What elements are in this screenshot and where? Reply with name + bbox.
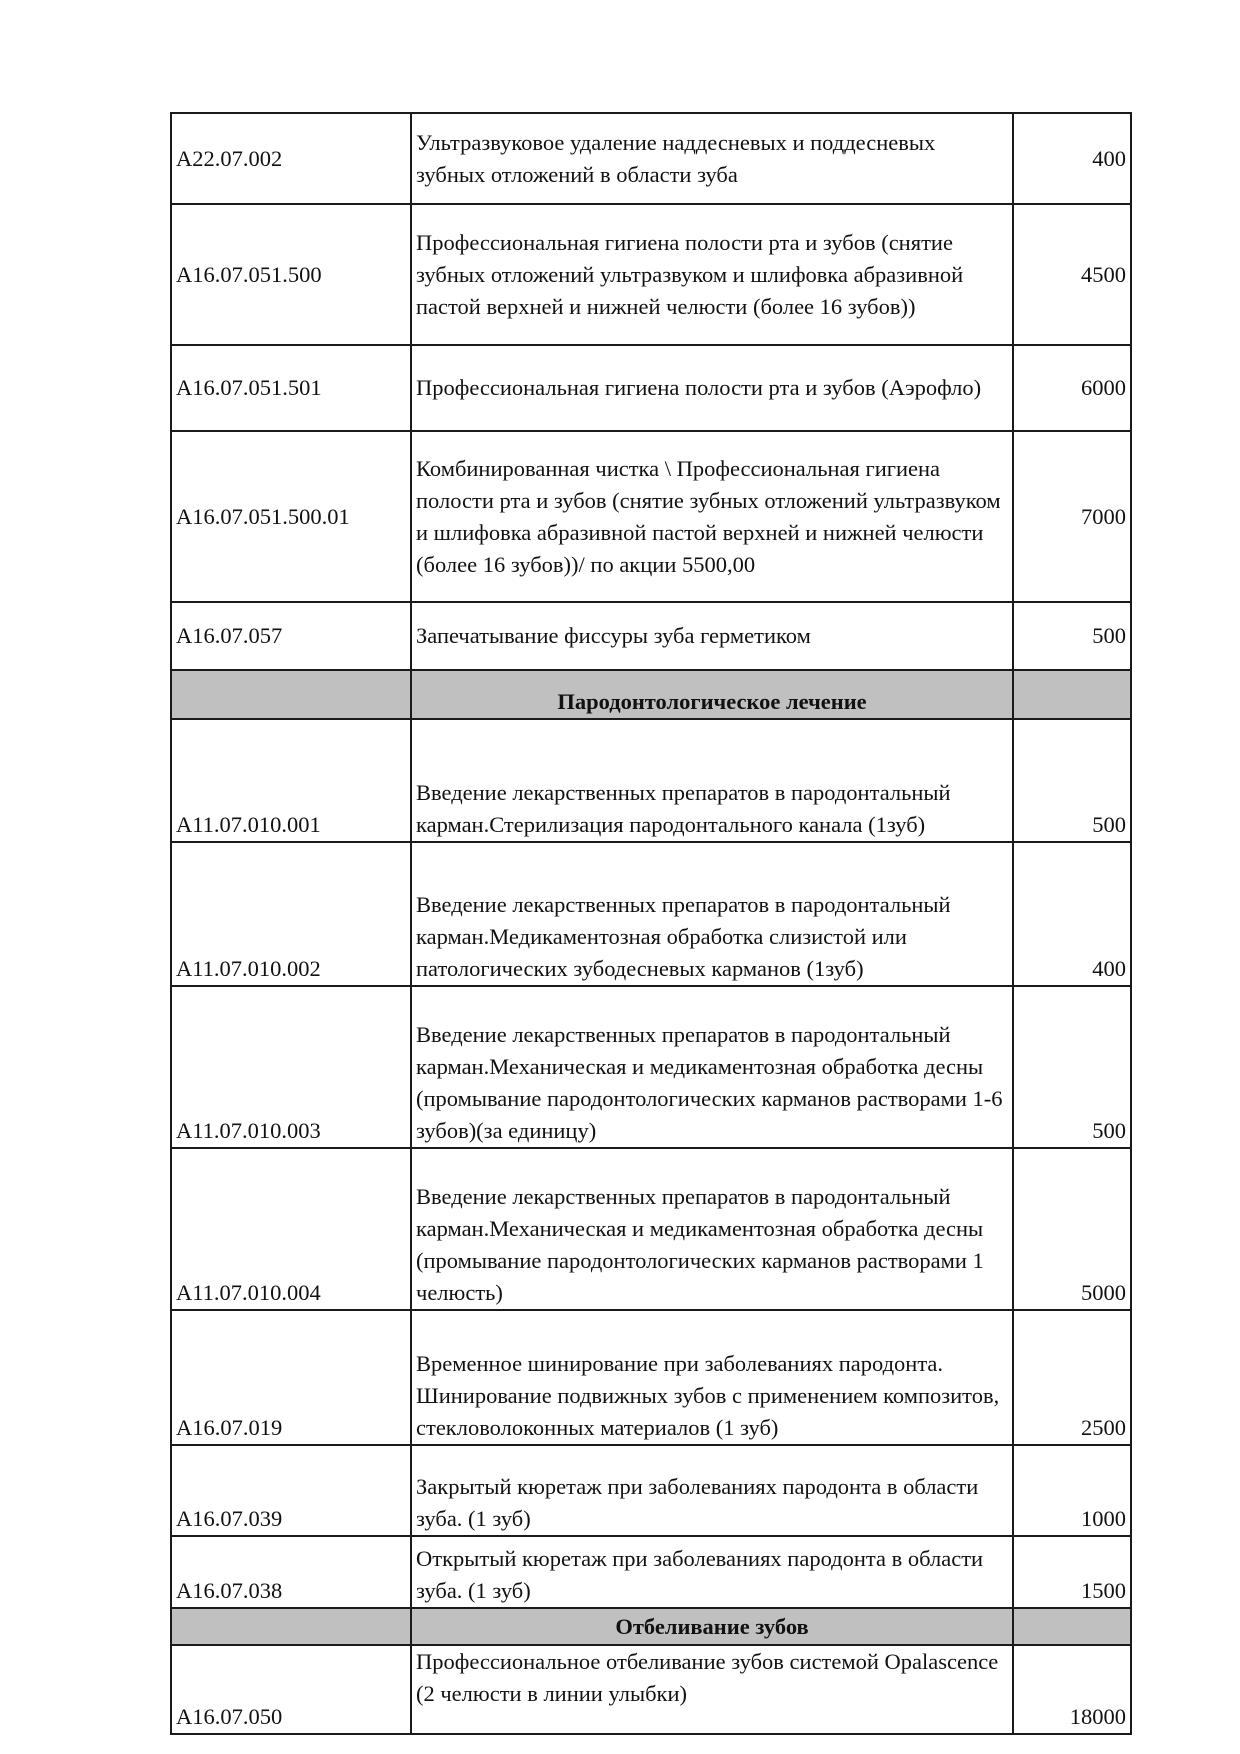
- service-code: A11.07.010.004: [171, 1148, 411, 1310]
- service-code: A11.07.010.003: [171, 986, 411, 1148]
- section-header-row: [171, 1608, 1131, 1645]
- table-row: [171, 719, 1131, 842]
- service-code: A16.07.057: [171, 602, 411, 670]
- service-name: Комбинированная чистка \ Профессиональная гигиена полости рта и зубов (снятие зубных отложений ультразвуком и шлифовка абразивной пастой верхней и нижней челюсти (более 16 зубов))/ по акции 5500,00: [411, 431, 1013, 602]
- service-price: 6000: [1013, 345, 1131, 431]
- service-code: A16.07.019: [171, 1310, 411, 1445]
- section-spacer: [1013, 670, 1131, 719]
- table-row: [171, 431, 1131, 602]
- service-name: Профессиональная гигиена полости рта и зубов (Аэрофло): [411, 345, 1013, 431]
- service-price: 400: [1013, 113, 1131, 204]
- service-code: A16.07.038: [171, 1536, 411, 1608]
- service-name: Запечатывание фиссуры зуба герметиком: [411, 602, 1013, 670]
- service-price: 500: [1013, 719, 1131, 842]
- service-name: Профессиональная гигиена полости рта и зубов (снятие зубных отложений ультразвуком и шлифовка абразивной пастой верхней и нижней челюсти (более 16 зубов)): [411, 204, 1013, 345]
- table-row: [171, 345, 1131, 431]
- table-row: [171, 1445, 1131, 1536]
- section-title: Пародонтологическое лечение: [411, 670, 1013, 719]
- service-code: A11.07.010.002: [171, 842, 411, 986]
- table-row: [171, 842, 1131, 986]
- section-title: Отбеливание зубов: [411, 1608, 1013, 1645]
- service-name: Введение лекарственных препаратов в пародонтальный карман.Механическая и медикаментозная обработка десны (промывание пародонтологических карманов растворами 1-6 зубов)(за единицу): [411, 986, 1013, 1148]
- section-spacer: [171, 670, 411, 719]
- service-name: Временное шинирование при заболеваниях пародонта. Шинирование подвижных зубов с применением композитов, стекловолоконных материалов (1 зуб): [411, 1310, 1013, 1445]
- table-row: [171, 1310, 1131, 1445]
- service-code: A16.07.051.500.01: [171, 431, 411, 602]
- service-name: Профессиональное отбеливание зубов системой Opalascence (2 челюсти в линии улыбки): [411, 1645, 1013, 1734]
- service-price: 7000: [1013, 431, 1131, 602]
- service-price: 1500: [1013, 1536, 1131, 1608]
- table-row: [171, 986, 1131, 1148]
- service-price: 500: [1013, 602, 1131, 670]
- table-row: [171, 602, 1131, 670]
- service-name: Закрытый кюретаж при заболеваниях пародонта в области зуба. (1 зуб): [411, 1445, 1013, 1536]
- service-name: Ультразвуковое удаление наддесневых и поддесневых зубных отложений в области зуба: [411, 113, 1013, 204]
- table-row: [171, 1148, 1131, 1310]
- service-name: Введение лекарственных препаратов в пародонтальный карман.Стерилизация пародонтального канала (1зуб): [411, 719, 1013, 842]
- price-list-table: [170, 112, 1132, 1735]
- section-header-row: [171, 670, 1131, 719]
- table-row: [171, 113, 1131, 204]
- service-price: 2500: [1013, 1310, 1131, 1445]
- service-price: 18000: [1013, 1645, 1131, 1734]
- service-price: 4500: [1013, 204, 1131, 345]
- service-code: A16.07.051.501: [171, 345, 411, 431]
- service-code: A11.07.010.001: [171, 719, 411, 842]
- service-name: Введение лекарственных препаратов в пародонтальный карман.Медикаментозная обработка слизистой или патологических зубодесневых карманов (1зуб): [411, 842, 1013, 986]
- service-price: 500: [1013, 986, 1131, 1148]
- service-code: A22.07.002: [171, 113, 411, 204]
- table-row: [171, 204, 1131, 345]
- table-row: [171, 1536, 1131, 1608]
- service-code: A16.07.039: [171, 1445, 411, 1536]
- service-code: A16.07.051.500: [171, 204, 411, 345]
- section-spacer: [171, 1608, 411, 1645]
- service-name: Открытый кюретаж при заболеваниях пародонта в области зуба. (1 зуб): [411, 1536, 1013, 1608]
- table-row: [171, 1645, 1131, 1734]
- service-code: A16.07.050: [171, 1645, 411, 1734]
- service-price: 1000: [1013, 1445, 1131, 1536]
- service-price: 5000: [1013, 1148, 1131, 1310]
- section-spacer: [1013, 1608, 1131, 1645]
- service-name: Введение лекарственных препаратов в пародонтальный карман.Механическая и медикаментозная обработка десны (промывание пародонтологических карманов растворами 1 челюсть): [411, 1148, 1013, 1310]
- service-price: 400: [1013, 842, 1131, 986]
